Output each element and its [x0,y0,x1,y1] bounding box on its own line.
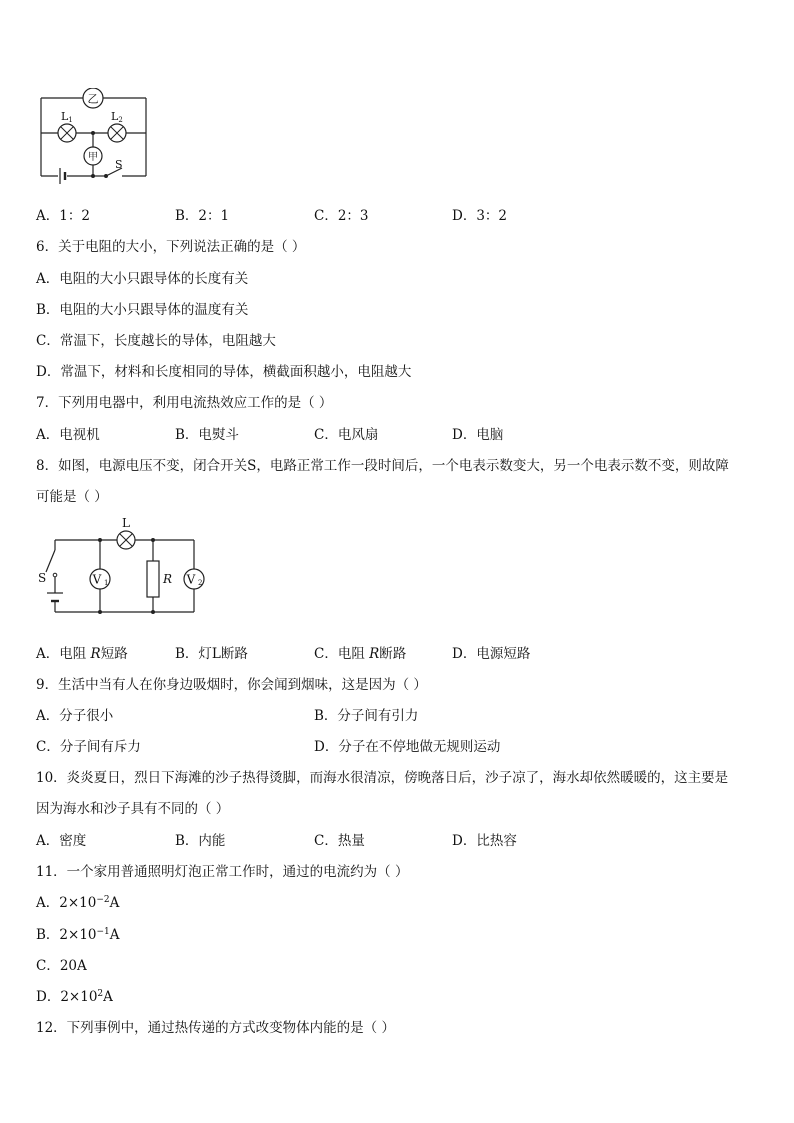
q7-stem: 7．下列用电器中，利用电流热效应工作的是（ ） [36,395,333,411]
q8-option-c: C．电阻 R断路 [314,646,407,662]
lamp-l-label: L [122,516,130,530]
switch-s-label: S [115,158,123,171]
q10-option-b: B．内能 [175,833,226,849]
lamp-l2-icon [108,124,126,142]
q9-option-b: B．分子间有引力 [314,708,419,724]
q10-option-d: D．比热容 [452,833,517,849]
q9-option-a: A．分子很小 [36,708,114,724]
svg-text:甲: 甲 [88,152,98,163]
svg-text:1: 1 [104,579,109,587]
q6-option-a: A．电阻的大小只跟导体的长度有关 [36,271,249,287]
svg-text:V: V [92,572,102,587]
q8-option-a: A．电阻 R短路 [36,646,128,662]
q5-option-c: C．2：3 [314,208,369,224]
q8-stem-line2: 可能是（ ） [36,489,108,505]
q7-option-a: A．电视机 [36,427,100,443]
q6-stem: 6．关于电阻的大小，下列说法正确的是（ ） [36,239,306,255]
q7-option-d: D．电脑 [452,427,504,443]
q7-option-c: C．电风扇 [314,427,379,443]
lamp-l1-label: L1 [61,110,73,124]
meter-jia-icon [84,147,102,165]
q12-stem: 12．下列事例中，通过热传递的方式改变物体内能的是（ ） [36,1020,395,1036]
q10-stem-line1: 10．炎炎夏日，烈日下海滩的沙子热得烫脚，而海水很清凉，傍晚落日后，沙子凉了，海水却依然暖暖的，这主要是 [36,770,729,786]
q9-option-c: C．分子间有斥力 [36,739,141,755]
q6-option-c: C．常温下，长度越长的导体，电阻越大 [36,333,276,349]
q9-option-d: D．分子在不停地做无规则运动 [314,739,501,755]
svg-text:V: V [186,572,196,587]
q6-option-d: D．常温下，材料和长度相同的导体，横截面积越小，电阻越大 [36,364,412,380]
meter-yi-icon [83,88,103,108]
circuit-diagram-2 [34,515,214,625]
voltmeter-v2-icon [184,569,204,589]
q11-option-c: C．20A [36,958,87,974]
lamp-l1-icon [58,124,76,142]
circuit-diagram-1 [36,88,156,193]
q6-option-b: B．电阻的大小只跟导体的温度有关 [36,302,249,318]
q10-stem-line2: 因为海水和沙子具有不同的（ ） [36,801,230,817]
q10-option-c: C．热量 [314,833,365,849]
q8-option-b: B．灯L断路 [175,646,248,662]
q8-stem-line1: 8．如图，电源电压不变，闭合开关S，电路正常工作一段时间后，一个电表示数变大，另一个电表示数不变，则故障 [36,458,729,474]
resistor-icon [147,561,159,597]
q9-stem: 9．生活中当有人在你身边吸烟时，你会闻到烟味，这是因为（ ） [36,677,427,693]
q11-option-b: B．$2\times 10^{-1}A$ [36,927,120,943]
q5-option-b: B．2：1 [175,208,230,224]
resistor-r-label: R [163,572,173,586]
svg-text:2: 2 [198,579,203,587]
q5-option-a: A．1：2 [36,208,90,224]
svg-text:乙: 乙 [87,92,99,106]
voltmeter-v1-icon [90,569,110,589]
q11-option-d: D．$2\times 10^2A$ [36,989,113,1005]
lamp-l2-label: L2 [111,110,123,124]
q7-option-b: B．电熨斗 [175,427,239,443]
q11-option-a: A．$2\times 10^{-2}A$ [36,895,120,911]
lamp-l-icon [117,531,135,549]
q5-option-d: D．3：2 [452,208,508,224]
q11-stem: 11．一个家用普通照明灯泡正常工作时，通过的电流约为（ ） [36,864,409,880]
q10-option-a: A．密度 [36,833,87,849]
switch-s-label-2: S [38,571,47,585]
q8-option-d: D．电源短路 [452,646,531,662]
